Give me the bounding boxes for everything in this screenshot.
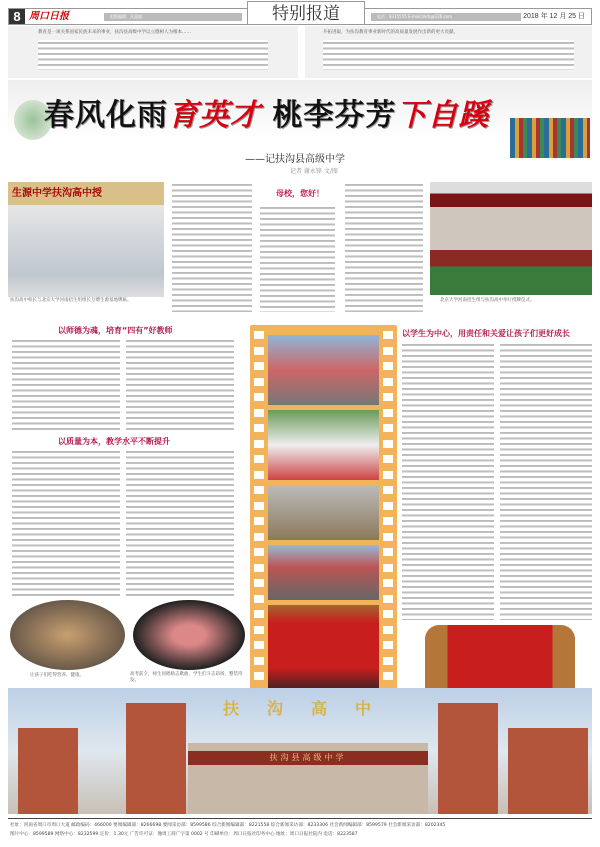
headline bbox=[44, 90, 489, 134]
film-hole bbox=[383, 471, 393, 479]
film-photo bbox=[268, 605, 379, 695]
text-block bbox=[12, 449, 120, 597]
section-title: 特别报道 bbox=[247, 1, 365, 25]
film-hole bbox=[383, 331, 393, 339]
film-hole bbox=[383, 517, 393, 525]
film-hole bbox=[383, 579, 393, 587]
film-hole bbox=[254, 502, 264, 510]
intro-left bbox=[8, 26, 298, 78]
film-hole bbox=[254, 471, 264, 479]
text-block bbox=[126, 449, 234, 597]
building bbox=[126, 703, 186, 814]
film-hole bbox=[254, 517, 264, 525]
film-hole bbox=[254, 347, 264, 355]
intro-right bbox=[305, 26, 592, 78]
film-hole bbox=[254, 424, 264, 432]
photo-caption: 扶沟高中校长与北京大学河南招生组组长互赠生源基地牌匾。 bbox=[10, 298, 132, 303]
text-block bbox=[12, 338, 120, 430]
film-hole bbox=[254, 657, 264, 665]
film-hole bbox=[383, 502, 393, 510]
film-hole bbox=[383, 440, 393, 448]
text-block bbox=[172, 182, 252, 312]
film-hole bbox=[254, 548, 264, 556]
photo-banner-text: 生源中学扶沟高中授 bbox=[12, 188, 102, 199]
film-hole bbox=[383, 347, 393, 355]
film-hole bbox=[254, 486, 264, 494]
intro-left-text: 教育是一项关系国家民族未来的事业，扶沟县高级中学以立德树人为根本…… bbox=[38, 30, 191, 35]
film-hole bbox=[383, 533, 393, 541]
film-hole bbox=[254, 409, 264, 417]
film-hole bbox=[254, 610, 264, 618]
text-block bbox=[323, 40, 574, 70]
film-hole bbox=[383, 486, 393, 494]
film-hole bbox=[383, 548, 393, 556]
film-hole bbox=[254, 564, 264, 572]
film-hole bbox=[383, 626, 393, 634]
film-hole bbox=[254, 393, 264, 401]
page-header bbox=[8, 4, 592, 25]
letter-heading: 母校，您好！ bbox=[276, 189, 324, 198]
photo-cafeteria bbox=[10, 600, 125, 670]
film-hole bbox=[254, 362, 264, 370]
issue-date: 2018 年 12 月 25 日 bbox=[523, 13, 585, 20]
text-block bbox=[260, 205, 335, 312]
headline-part: 春风化雨 bbox=[44, 98, 168, 133]
film-hole bbox=[383, 362, 393, 370]
school-gate bbox=[188, 743, 428, 814]
film-hole bbox=[254, 440, 264, 448]
film-hole bbox=[383, 455, 393, 463]
film-hole bbox=[254, 626, 264, 634]
footer bbox=[8, 818, 592, 846]
film-hole bbox=[383, 595, 393, 603]
photo-film-strip bbox=[250, 325, 397, 703]
school-name: 扶沟高中 bbox=[223, 699, 400, 718]
film-hole bbox=[383, 393, 393, 401]
text-block bbox=[500, 342, 592, 620]
photo-caption: 北京大学河南招生组与扶沟高中举行授牌仪式。 bbox=[440, 298, 535, 303]
text-block bbox=[126, 338, 234, 430]
film-hole bbox=[254, 641, 264, 649]
film-hole bbox=[383, 641, 393, 649]
byline: 记者 谢永锋 文/图 bbox=[290, 168, 338, 175]
film-hole bbox=[383, 378, 393, 386]
film-hole bbox=[383, 610, 393, 618]
headline-part: 桃李芬芳 bbox=[272, 98, 397, 133]
building bbox=[438, 703, 498, 814]
subtitle: ——记扶沟县高级中学 bbox=[245, 154, 345, 165]
film-photo bbox=[268, 335, 379, 405]
headline-part: 下自蹊 bbox=[396, 98, 490, 133]
page-number: 8 bbox=[9, 9, 25, 24]
film-hole bbox=[383, 657, 393, 665]
film-hole bbox=[254, 579, 264, 587]
school-building-banner bbox=[8, 688, 592, 814]
footer-line: 图片中心：8599589 网络中心：8232599 定价：1.30元 广告许可证：豫周工商广字第 0002 号 印刷单位：周口日报社印务中心 地址：周口日报社院内 电话：8223587 bbox=[10, 832, 358, 837]
intro-right-text: 开拓进取，为扶沟教育事业新时代的高质量发展作出新的更大贡献。 bbox=[323, 30, 458, 35]
building bbox=[508, 728, 588, 814]
film-hole bbox=[254, 455, 264, 463]
film-hole bbox=[383, 672, 393, 680]
film-hole bbox=[254, 533, 264, 541]
photo-caption: 让孩子们吃得营养、健康。 bbox=[30, 673, 84, 678]
text-block bbox=[38, 40, 268, 70]
film-hole bbox=[254, 595, 264, 603]
photo-award-ceremony bbox=[430, 182, 592, 295]
text-block bbox=[402, 342, 494, 620]
film-photo bbox=[268, 485, 379, 540]
film-photo bbox=[268, 545, 379, 600]
contact-label: 电话：8315555 E-mail:zkrb@126.com bbox=[371, 13, 521, 21]
section-heading: 以质量为本，教学水平不断提升 bbox=[58, 437, 170, 446]
section-heading: 以学生为中心，用责任和关爱让孩子们更好成长 bbox=[402, 329, 570, 338]
editor-label: 组版编辑：凡国斌 bbox=[104, 13, 242, 21]
film-hole bbox=[254, 378, 264, 386]
film-hole bbox=[383, 424, 393, 432]
photo-plaque-ceremony bbox=[8, 182, 164, 297]
text-block bbox=[345, 182, 423, 312]
photo-night-rally bbox=[133, 600, 245, 670]
film-photo bbox=[268, 410, 379, 480]
newspaper-logo: 周口日报 bbox=[29, 11, 69, 22]
photo-caption: 高考前夕，师生同唱励志歌曲，学生们斗志昂扬，整装待发。 bbox=[130, 672, 243, 683]
section-heading: 以师德为魂，培育“四有”好教师 bbox=[58, 326, 173, 335]
film-hole bbox=[254, 672, 264, 680]
gate-sign: 扶沟县高级中学 bbox=[188, 751, 428, 765]
film-hole bbox=[383, 564, 393, 572]
headline-part: 育英才 bbox=[168, 98, 261, 133]
film-hole bbox=[254, 331, 264, 339]
books-icon bbox=[510, 118, 590, 158]
building bbox=[18, 728, 78, 814]
film-hole bbox=[383, 409, 393, 417]
footer-line: 社址：河南省周口市周口大道 邮政编码：466000 要闻编辑部：8266698 要闻采访部：8599586 综合新闻编辑部：8221558 综合新闻采访部：8233306 社会新闻编辑部：8599579 社会新闻采访部：8202345 bbox=[10, 823, 446, 828]
